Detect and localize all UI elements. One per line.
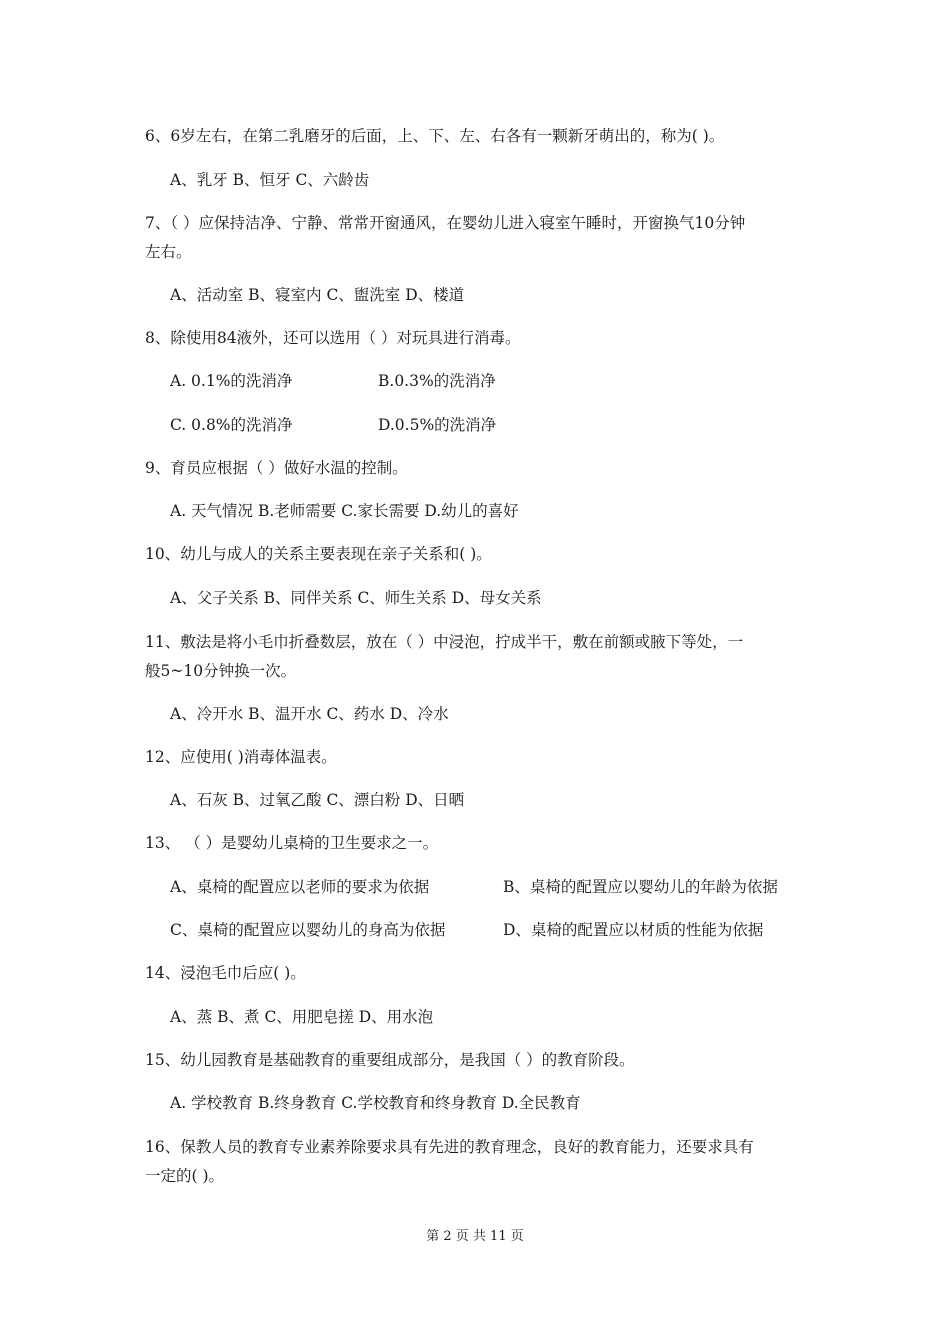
question-7: 7、（ ）应保持洁净、宁静、常常开窗通风，在婴幼儿进入寝室午睡时，开窗换气10分钟 [145,214,746,232]
question-14-options: A、蒸 B、煮 C、用肥皂搓 D、用水泡 [170,1008,434,1026]
question-8-option-c: C. 0.8%的洗消净 [170,416,293,434]
question-10-options: A、父子关系 B、同伴关系 C、师生关系 D、母女关系 [170,589,542,607]
question-8-option-a: A. 0.1%的洗消净 [170,372,293,390]
question-13: 13、 （ ）是婴幼儿桌椅的卫生要求之一。 [145,834,439,852]
question-13-option-a: A、桌椅的配置应以老师的要求为依据 [170,878,430,896]
page-footer: 第 2 页 共 11 页 [426,1229,524,1244]
question-16-continued: 一定的( )。 [145,1167,225,1185]
question-8-option-b: B.0.3%的洗消净 [378,372,496,390]
question-11: 11、敷法是将小毛巾折叠数层，放在（ ）中浸泡，拧成半干，敷在前额或腋下等处，一 [145,633,744,651]
question-8-option-d: D.0.5%的洗消净 [378,416,497,434]
question-8: 8、除使用84液外，还可以选用（ ）对玩具进行消毒。 [145,329,521,347]
question-13-option-b: B、桌椅的配置应以婴幼儿的年龄为依据 [503,878,778,896]
question-6-options: A、乳牙 B、恒牙 C、六龄齿 [170,171,370,189]
question-7-options: A、活动室 B、寝室内 C、盥洗室 D、楼道 [170,286,465,304]
question-11-options: A、冷开水 B、温开水 C、药水 D、冷水 [170,705,449,723]
question-9: 9、育员应根据（ ）做好水温的控制。 [145,459,408,477]
question-13-option-d: D、桌椅的配置应以材质的性能为依据 [503,921,764,939]
question-13-option-c: C、桌椅的配置应以婴幼儿的身高为依据 [170,921,446,939]
question-6: 6、6岁左右，在第二乳磨牙的后面，上、下、左、右各有一颗新牙萌出的，称为( )。 [145,127,725,145]
question-15: 15、幼儿园教育是基础教育的重要组成部分，是我国（ ）的教育阶段。 [145,1051,635,1069]
question-9-options: A. 天气情况 B.老师需要 C.家长需要 D.幼儿的喜好 [170,502,519,520]
question-10: 10、幼儿与成人的关系主要表现在亲子关系和( )。 [145,545,492,563]
question-15-options: A. 学校教育 B.终身教育 C.学校教育和终身教育 D.全民教育 [170,1094,581,1112]
question-16: 16、保教人员的教育专业素养除要求具有先进的教育理念，良好的教育能力，还要求具有 [145,1138,754,1156]
question-11-continued: 般5~10分钟换一次。 [145,662,297,680]
question-14: 14、浸泡毛巾后应( )。 [145,964,306,982]
question-12: 12、应使用( )消毒体温表。 [145,748,337,766]
question-7-continued: 左右。 [145,243,192,261]
question-12-options: A、石灰 B、过氧乙酸 C、漂白粉 D、日晒 [170,791,465,809]
